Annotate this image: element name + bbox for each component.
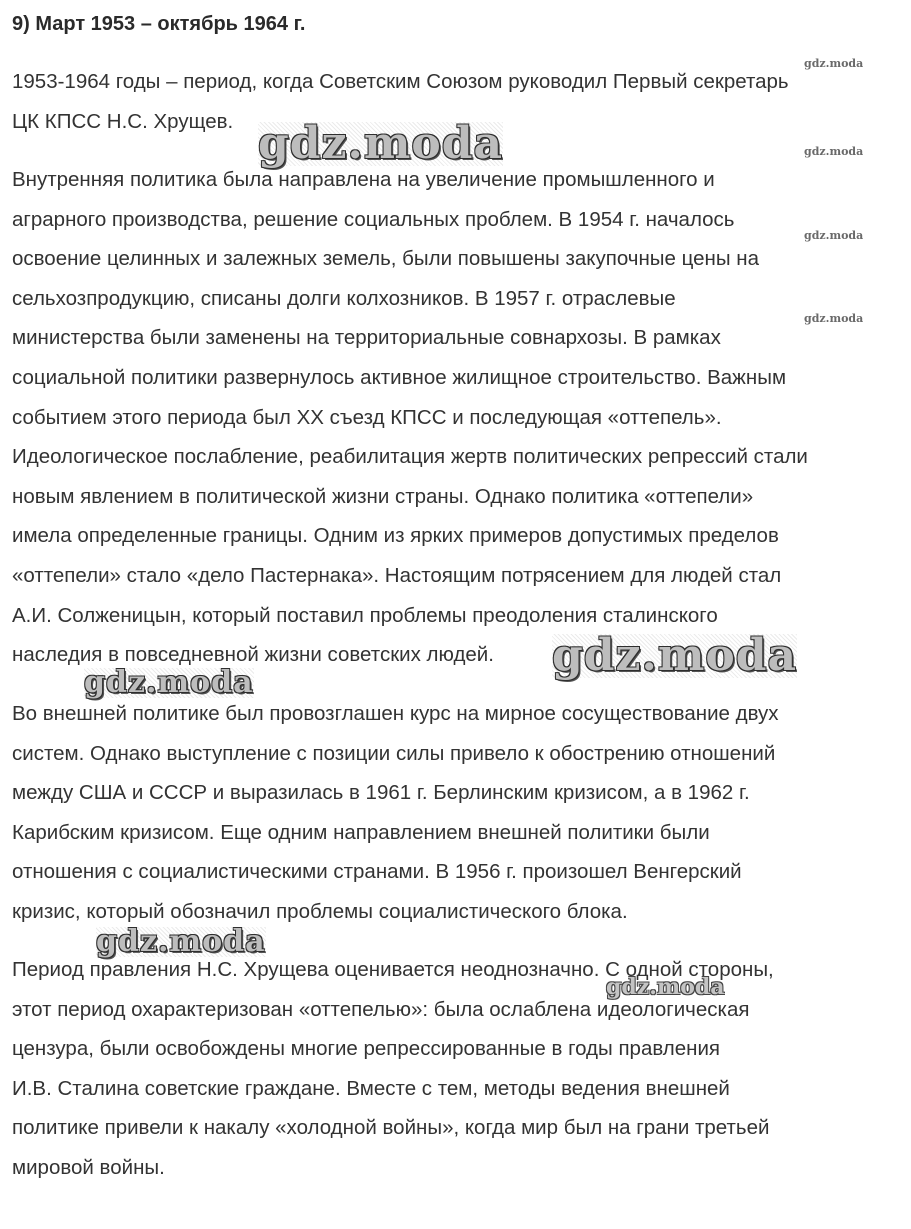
text-line: Внутренняя политика была направлена на увеличение промышленного и xyxy=(12,168,715,191)
text-line: Идеологическое послабление, реабилитация жертв политических репрессий стали xyxy=(12,445,808,469)
text-line: министерства были заменены на территориальные совнархозы. В рамках xyxy=(12,326,721,350)
text-line: кризис, который обозначил проблемы социалистического блока. xyxy=(12,899,628,923)
text-line: систем. Однако выступление с позиции силы привело к обострению отношений xyxy=(12,741,776,765)
text-line: 1953-1964 годы – период, когда Советским Союзом руководил Первый секретарь xyxy=(12,70,789,93)
watermark-logo: gdz.moda xyxy=(84,665,254,700)
text-line: цензура, были освобождены многие репрессированные в годы правления xyxy=(12,1037,721,1061)
watermark-logo: gdz.moda xyxy=(258,118,504,169)
text-line: Карибским кризисом. Еще одним направлением внешней политики были xyxy=(12,820,710,844)
watermark-small: gdz.moda xyxy=(804,57,864,70)
text-line: между США и СССР и выразилась в 1961 г. Берлинским кризисом, а в 1962 г. xyxy=(12,781,750,805)
text-line: новым явлением в политической жизни страны. Однако политика «оттепели» xyxy=(12,484,754,508)
text-line: «оттепели» стало «дело Пастернака». Настоящим потрясением для людей стал xyxy=(12,563,782,587)
watermark-small: gdz.moda xyxy=(804,145,864,158)
watermark-small: gdz.moda xyxy=(804,229,864,242)
text-line: отношения с социалистическими странами. В 1956 г. произошел Венгерский xyxy=(12,860,742,884)
text-line: политике привели к накалу «холодной войны», когда мир был на грани третьей xyxy=(12,1116,770,1140)
section-heading: 9) Март 1953 – октябрь 1964 г. xyxy=(12,13,306,35)
paragraph-intro xyxy=(12,62,897,141)
watermark-logo: gdz.moda xyxy=(96,924,266,959)
text-line: сельхозпродукцию, списаны долги колхозников. В 1957 г. отраслевые xyxy=(12,286,676,310)
watermark-logo: gdz.moda xyxy=(606,974,725,1000)
text-line: И.В. Сталина советские граждане. Вместе с тем, методы ведения внешней xyxy=(12,1076,730,1100)
text-line: Период правления Н.С. Хрущева оценивается неоднозначно. С одной стороны, xyxy=(12,958,774,981)
text-line: этот период охарактеризован «оттепелью»: была ослаблена идеологическая xyxy=(12,997,750,1021)
text-line: Во внешней политике был провозглашен курс на мирное сосуществование двух xyxy=(12,702,779,725)
text-line: освоение целинных и залежных земель, были повышены закупочные цены на xyxy=(12,247,759,271)
text-line: ЦК КПСС Н.С. Хрущев. xyxy=(12,109,234,133)
paragraph-conclusion xyxy=(12,950,897,1188)
paragraph-domestic-policy xyxy=(12,160,897,675)
text-line: социальной политики развернулось активное жилищное строительство. Важным xyxy=(12,365,787,389)
paragraph-foreign-policy xyxy=(12,694,897,932)
watermark-small: gdz.moda xyxy=(804,312,864,325)
text-line: мировой войны. xyxy=(12,1155,165,1179)
text-line: аграрного производства, решение социальных проблем. В 1954 г. началось xyxy=(12,207,735,231)
watermark-logo: gdz.moda xyxy=(552,630,798,681)
text-line: наследия в повседневной жизни советских людей. xyxy=(12,643,494,667)
text-line: имела определенные границы. Одним из ярких примеров допустимых пределов xyxy=(12,524,779,548)
text-line: событием этого периода был XX съезд КПСС и последующая «оттепель». xyxy=(12,405,722,429)
text-line: А.И. Солженицын, который поставил проблемы преодоления сталинского xyxy=(12,603,718,627)
